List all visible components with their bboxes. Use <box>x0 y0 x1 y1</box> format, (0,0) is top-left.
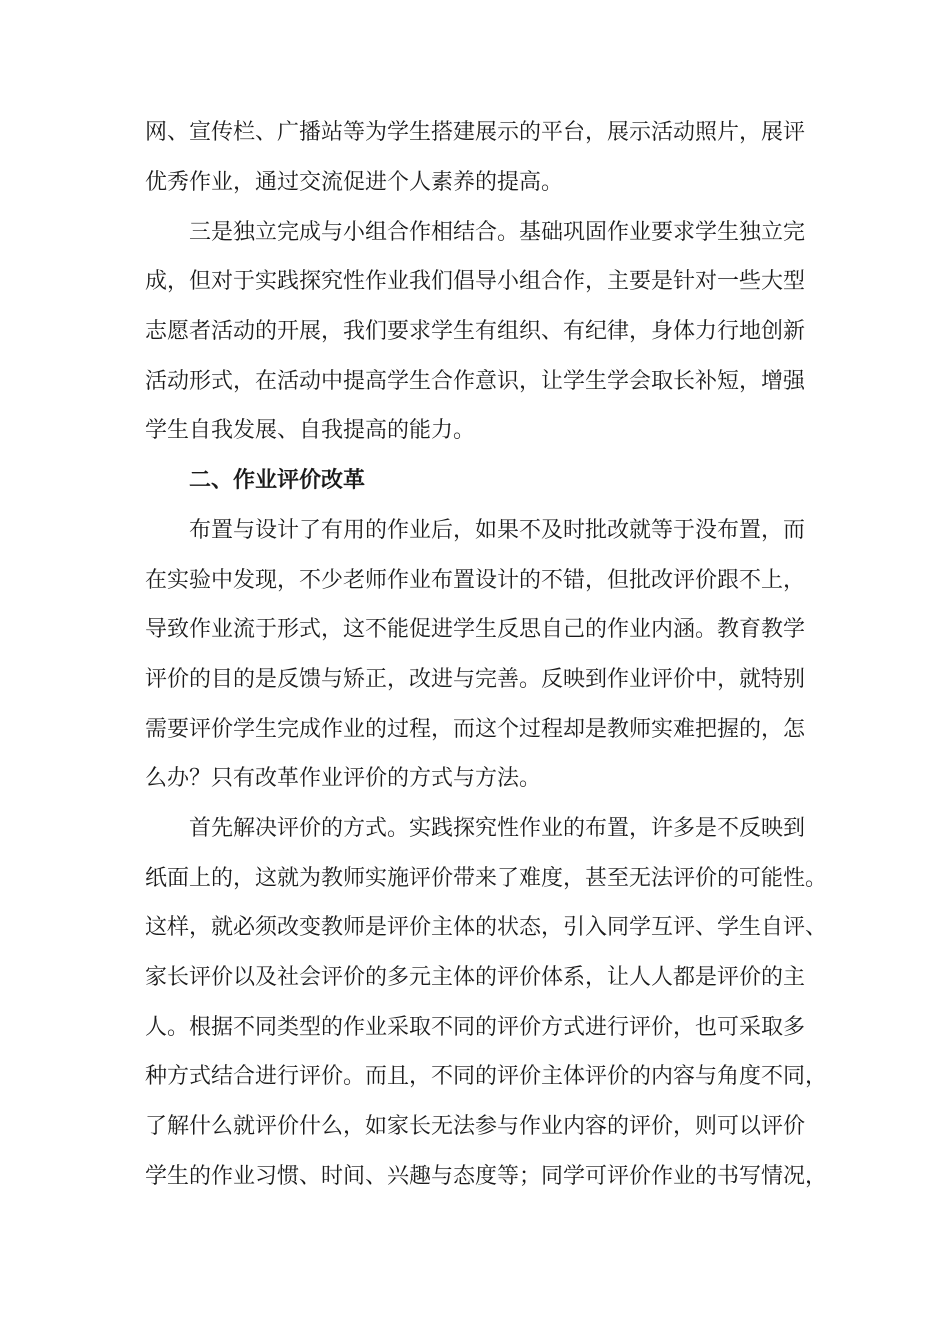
text-line: 导致作业流于形式，这不能促进学生反思自己的作业内涵。教育教学 <box>145 617 806 642</box>
text-line: 种方式结合进行评价。而且，不同的评价主体评价的内容与角度不同， <box>145 1064 828 1089</box>
text-line: 在实验中发现，不少老师作业布置设计的不错，但批改评价跟不上， <box>145 568 806 593</box>
text-line: 纸面上的，这就为教师实施评价带来了难度，甚至无法评价的可能性。 <box>145 866 828 891</box>
text-line: 家长评价以及社会评价的多元主体的评价体系，让人人都是评价的主 <box>145 965 806 990</box>
text-line: 这样，就必须改变教师是评价主体的状态，引入同学互评、学生自评、 <box>145 915 828 940</box>
text-line: 学生的作业习惯、时间、兴趣与态度等；同学可评价作业的书写情况， <box>145 1164 828 1189</box>
text-line: 么办？只有改革作业评价的方式与方法。 <box>145 766 542 791</box>
text-line: 志愿者活动的开展，我们要求学生有组织、有纪律，身体力行地创新 <box>145 319 806 344</box>
text-line: 网、宣传栏、广播站等为学生搭建展示的平台，展示活动照片，展评 <box>145 120 806 145</box>
section-heading: 二、作业评价改革 <box>189 468 366 493</box>
text-line: 评价的目的是反馈与矫正，改进与完善。反映到作业评价中，就特别 <box>145 667 806 692</box>
paragraph-start-line: 布置与设计了有用的作业后，如果不及时批改就等于没布置，而 <box>189 518 806 543</box>
text-line: 成，但对于实践探究性作业我们倡导小组合作，主要是针对一些大型 <box>145 269 806 294</box>
paragraph-start-line: 三是独立完成与小组合作相结合。基础巩固作业要求学生独立完 <box>189 220 806 245</box>
text-line: 学生自我发展、自我提高的能力。 <box>145 418 476 443</box>
text-line: 需要评价学生完成作业的过程，而这个过程却是教师实难把握的，怎 <box>145 717 806 742</box>
text-line: 了解什么就评价什么，如家长无法参与作业内容的评价，则可以评价 <box>145 1114 806 1139</box>
text-line: 人。根据不同类型的作业采取不同的评价方式进行评价，也可采取多 <box>145 1015 806 1040</box>
text-line: 优秀作业，通过交流促进个人素养的提高。 <box>145 170 564 195</box>
paragraph-start-line: 首先解决评价的方式。实践探究性作业的布置，许多是不反映到 <box>189 816 806 841</box>
text-line: 活动形式，在活动中提高学生合作意识，让学生学会取长补短，增强 <box>145 369 806 394</box>
